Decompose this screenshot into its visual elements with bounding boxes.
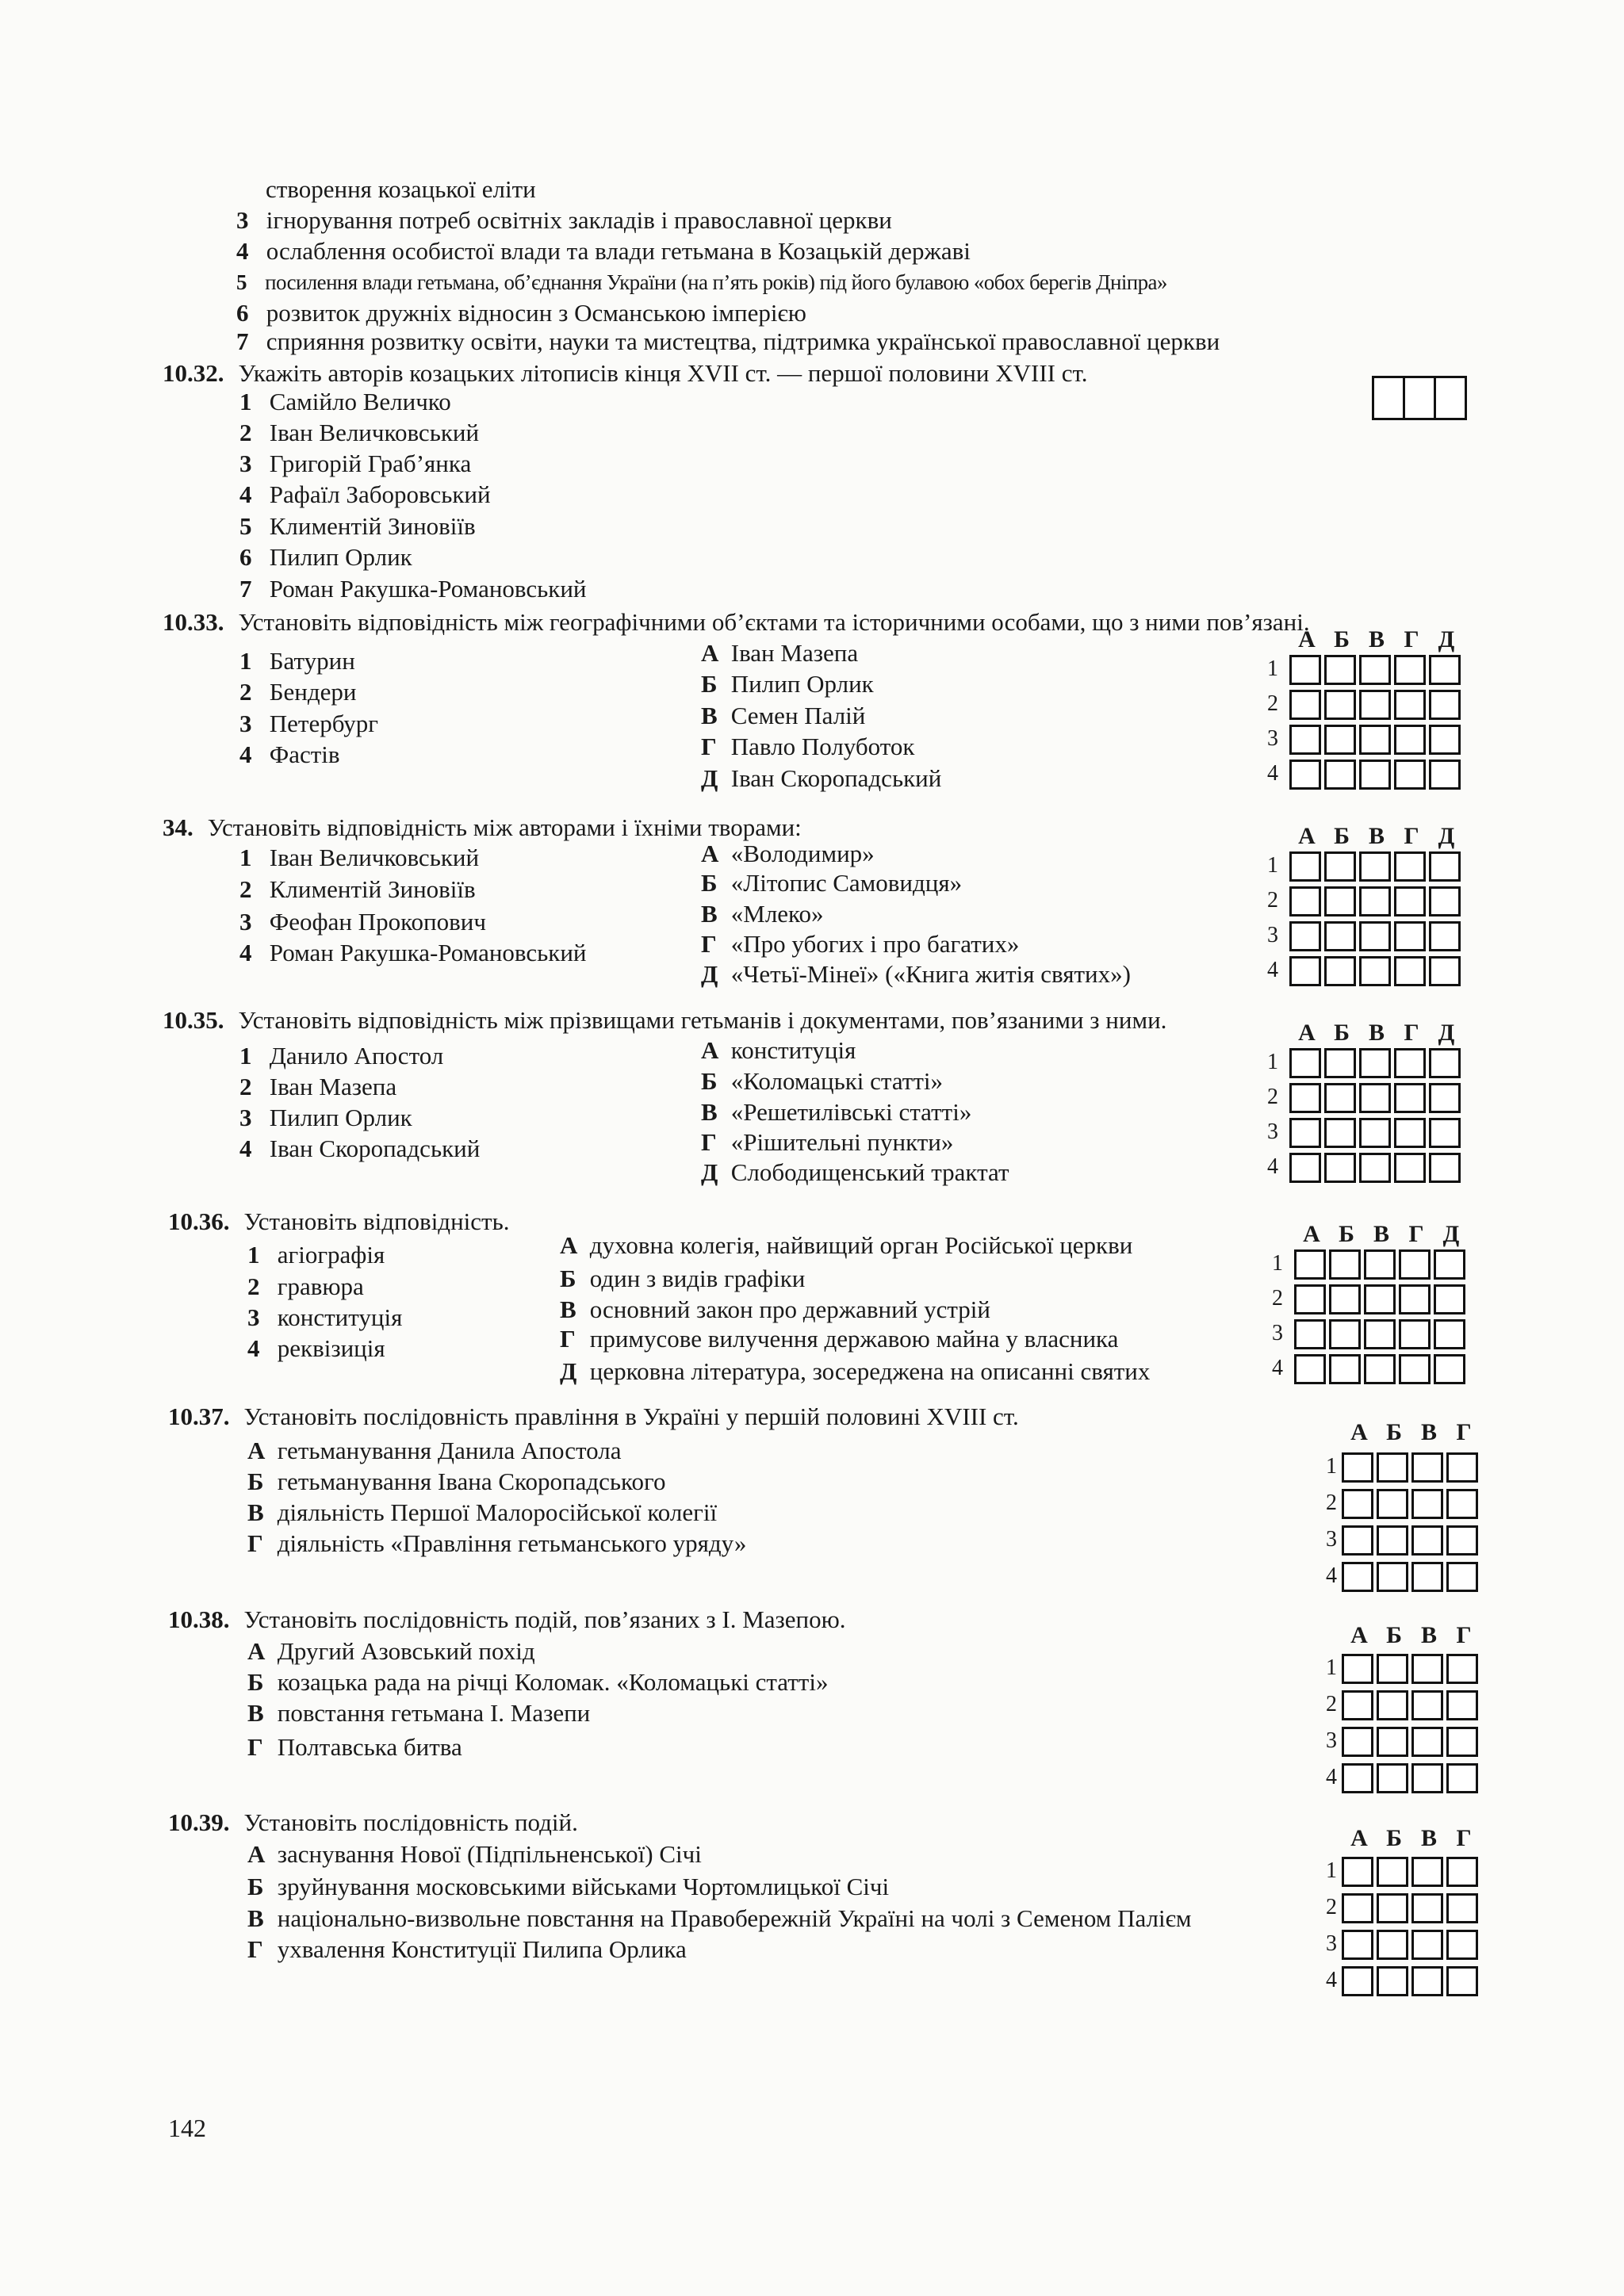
answer-box[interactable] [1377, 1452, 1408, 1483]
q38-item-b: Б козацька рада на річці Коломак. «Коломацькі статті» [247, 1668, 829, 1696]
q36-left-1: 1 агіографія [247, 1241, 385, 1269]
q38-item-a: А Другий Азовський похід [247, 1637, 535, 1665]
answer-box[interactable] [1446, 1690, 1478, 1720]
grid-header: А Б В Г [1350, 1825, 1472, 1851]
answer-box[interactable] [1289, 1083, 1321, 1113]
answer-box[interactable] [1342, 1966, 1373, 1996]
question-10-38-title: 10.38. Установіть послідовність подій, пов’язаних з І. Мазепою. [168, 1605, 846, 1633]
answer-box[interactable] [1342, 1562, 1373, 1592]
q35-left-1: 1 Данило Апостол [239, 1042, 444, 1070]
grid-header: А Б В Г Д [1298, 1020, 1455, 1046]
answer-box[interactable] [1359, 956, 1391, 986]
answer-box[interactable] [1342, 1452, 1373, 1483]
answer-box[interactable] [1359, 921, 1391, 951]
answer-box[interactable] [1429, 760, 1461, 790]
answer-box[interactable] [1377, 1654, 1408, 1684]
answer-box[interactable] [1364, 1284, 1396, 1314]
answer-box[interactable] [1324, 760, 1356, 790]
q33-right-b: Б Пилип Орлик [701, 670, 874, 698]
q34-right-d: Г «Про убогих і про багатих» [701, 930, 1020, 958]
answer-box[interactable] [1324, 956, 1356, 986]
answer-box[interactable] [1394, 655, 1426, 685]
q32-item-1: 1 Самійло Величко [239, 388, 451, 415]
answer-box[interactable] [1324, 1083, 1356, 1113]
answer-box[interactable] [1289, 886, 1321, 916]
answer-box[interactable] [1434, 1354, 1465, 1384]
grid-header: А Б В Г Д [1303, 1221, 1460, 1247]
q34-right-a: А «Володимир» [701, 840, 875, 867]
q33-right-e: Д Іван Скоропадський [701, 764, 942, 792]
answer-box[interactable] [1446, 1452, 1478, 1483]
q33-left-1: 1 Батурин [239, 647, 355, 675]
answer-box[interactable] [1394, 1048, 1426, 1078]
q33-left-2: 2 Бендери [239, 678, 357, 706]
answer-box[interactable] [1359, 1048, 1391, 1078]
q35-right-a: А конституція [701, 1036, 856, 1064]
answer-box[interactable] [1394, 1153, 1426, 1183]
answer-box[interactable] [1359, 1153, 1391, 1183]
answer-box[interactable] [1394, 956, 1426, 986]
answer-box[interactable] [1342, 1857, 1373, 1887]
answer-box[interactable] [1342, 1690, 1373, 1720]
answer-box[interactable] [1289, 760, 1321, 790]
answer-box[interactable] [1434, 1284, 1465, 1314]
question-10-37-title: 10.37. Установіть послідовність правління в Україні у першій половині XVIII ст. [168, 1402, 1019, 1430]
answer-box[interactable] [1411, 1525, 1443, 1556]
answer-box[interactable] [1446, 1727, 1478, 1757]
answer-box[interactable] [1364, 1319, 1396, 1349]
answer-box[interactable] [1411, 1452, 1443, 1483]
answer-box[interactable] [1359, 851, 1391, 882]
answer-box[interactable] [1324, 1153, 1356, 1183]
answer-box[interactable] [1429, 655, 1461, 685]
q34-right-c: В «Млеко» [701, 900, 824, 928]
prev-item-7: 7 сприяння розвитку освіти, науки та мистецтва, підтримка української православної церкви [236, 327, 1220, 355]
answer-box[interactable] [1446, 1562, 1478, 1592]
answer-box[interactable] [1294, 1284, 1326, 1314]
answer-box[interactable] [1411, 1654, 1443, 1684]
q35-left-3: 3 Пилип Орлик [239, 1104, 412, 1131]
q32-item-7: 7 Роман Ракушка-Романовський [239, 575, 587, 603]
answer-box[interactable] [1394, 1118, 1426, 1148]
answer-box[interactable] [1394, 725, 1426, 755]
answer-box[interactable] [1289, 921, 1321, 951]
question-10-35-title: 10.35. Установіть відповідність між прізвищами гетьманів і документами, пов’язаними з ними. [163, 1006, 1167, 1034]
answer-box[interactable] [1434, 376, 1467, 420]
q37-item-d: Г діяльність «Правління гетьманського уряду» [247, 1529, 747, 1557]
answer-box[interactable] [1446, 1966, 1478, 1996]
answer-box[interactable] [1377, 1893, 1408, 1923]
q37-item-b: Б гетьманування Івана Скоропадського [247, 1468, 666, 1495]
answer-box[interactable] [1411, 1690, 1443, 1720]
q33-right-d: Г Павло Полуботок [701, 733, 915, 760]
answer-box[interactable] [1429, 921, 1461, 951]
answer-box[interactable] [1359, 690, 1391, 720]
answer-box[interactable] [1411, 1763, 1443, 1793]
answer-box[interactable] [1429, 851, 1461, 882]
answer-box[interactable] [1377, 1562, 1408, 1592]
q32-item-4: 4 Рафаїл Заборовський [239, 480, 491, 508]
q39-item-a: А заснування Нової (Підпільненської) Січі [247, 1840, 702, 1868]
q34-right-b: Б «Літопис Самовидця» [701, 869, 963, 897]
answer-box[interactable] [1377, 1727, 1408, 1757]
answer-box[interactable] [1359, 760, 1391, 790]
answer-box[interactable] [1289, 690, 1321, 720]
grid-header: А Б В Г [1350, 1622, 1472, 1648]
page-number: 142 [168, 2114, 206, 2142]
q33-left-4: 4 Фастів [239, 740, 340, 768]
answer-box[interactable] [1399, 1319, 1431, 1349]
answer-box[interactable] [1377, 1489, 1408, 1519]
answer-box[interactable] [1342, 1930, 1373, 1960]
answer-box[interactable] [1411, 1727, 1443, 1757]
answer-box[interactable] [1342, 1489, 1373, 1519]
answer-box[interactable] [1377, 1763, 1408, 1793]
answer-box[interactable] [1324, 1118, 1356, 1148]
grid-header: А Б В Г [1350, 1419, 1472, 1445]
answer-box[interactable] [1324, 690, 1356, 720]
answer-box[interactable] [1289, 655, 1321, 685]
answer-box[interactable] [1289, 1048, 1321, 1078]
prev-item-4: 4 ослаблення особистої влади та влади гетьмана в Козацькій державі [236, 237, 971, 265]
q36-right-e: Д церковна література, зосереджена на описанні святих [560, 1357, 1151, 1385]
answer-box[interactable] [1434, 1319, 1465, 1349]
q34-left-4: 4 Роман Ракушка-Романовський [239, 939, 587, 966]
answer-box[interactable] [1329, 1249, 1361, 1280]
q33-left-3: 3 Петербург [239, 710, 379, 737]
answer-box[interactable] [1342, 1654, 1373, 1684]
answer-box[interactable] [1294, 1249, 1326, 1280]
q34-left-2: 2 Климентій Зиновіїв [239, 875, 476, 903]
answer-box[interactable] [1446, 1930, 1478, 1960]
answer-box[interactable] [1359, 1118, 1391, 1148]
q36-left-2: 2 гравюра [247, 1272, 364, 1300]
answer-box[interactable] [1342, 1525, 1373, 1556]
answer-box[interactable] [1411, 1857, 1443, 1887]
prev-item-3: 3 ігнорування потреб освітніх закладів і православної церкви [236, 206, 892, 234]
answer-box[interactable] [1446, 1893, 1478, 1923]
answer-box[interactable] [1377, 1966, 1408, 1996]
answer-box[interactable] [1394, 886, 1426, 916]
q35-left-4: 4 Іван Скоропадський [239, 1135, 481, 1162]
q39-item-d: Г ухвалення Конституції Пилипа Орлика [247, 1935, 687, 1963]
answer-box[interactable] [1364, 1354, 1396, 1384]
answer-box[interactable] [1394, 690, 1426, 720]
q35-left-2: 2 Іван Мазепа [239, 1073, 397, 1100]
q36-left-4: 4 реквізиція [247, 1334, 385, 1362]
prev-item-5: 5 посилення влади гетьмана, об’єднання України (на п’ять років) під його булавою «обох берегів Дніпра» [236, 270, 1167, 294]
q35-right-c: В «Решетилівські статті» [701, 1098, 972, 1126]
answer-box[interactable] [1324, 725, 1356, 755]
answer-box[interactable] [1324, 851, 1356, 882]
question-10-39-title: 10.39. Установіть послідовність подій. [168, 1808, 578, 1836]
answer-box[interactable] [1394, 1083, 1426, 1113]
q35-right-b: Б «Коломацькі статті» [701, 1067, 944, 1095]
answer-box[interactable] [1403, 376, 1436, 420]
answer-box[interactable] [1359, 1083, 1391, 1113]
answer-box[interactable] [1429, 886, 1461, 916]
q39-item-b: Б зруйнування московськими військами Чортомлицької Січі [247, 1873, 890, 1900]
q38-item-c: В повстання гетьмана І. Мазепи [247, 1699, 591, 1727]
q32-item-2: 2 Іван Величковський [239, 419, 480, 446]
q36-right-d: Г примусове вилучення державою майна у власника [560, 1325, 1119, 1353]
answer-box[interactable] [1446, 1525, 1478, 1556]
answer-box[interactable] [1329, 1354, 1361, 1384]
answer-box[interactable] [1377, 1857, 1408, 1887]
answer-box[interactable] [1324, 655, 1356, 685]
answer-box[interactable] [1364, 1249, 1396, 1280]
q33-right-c: В Семен Палій [701, 702, 866, 729]
q33-right-a: А Іван Мазепа [701, 639, 859, 667]
question-34-title: 34. Установіть відповідність між авторами і їхніми творами: [163, 813, 802, 841]
q38-item-d: Г Полтавська битва [247, 1733, 462, 1761]
answer-box[interactable] [1446, 1654, 1478, 1684]
q36-right-c: В основний закон про державний устрій [560, 1295, 990, 1323]
answer-box[interactable] [1324, 886, 1356, 916]
answer-box[interactable] [1429, 725, 1461, 755]
grid-header: А Б В Г Д [1298, 823, 1455, 849]
prev-continuation: створення козацької еліти [266, 175, 536, 203]
answer-box[interactable] [1399, 1249, 1431, 1280]
q35-right-e: Д Слободищенський трактат [701, 1158, 1009, 1186]
answer-box[interactable] [1329, 1284, 1361, 1314]
q37-item-a: А гетьманування Данила Апостола [247, 1437, 622, 1464]
question-10-36-title: 10.36. Установіть відповідність. [168, 1207, 510, 1235]
answer-box[interactable] [1289, 1118, 1321, 1148]
q36-left-3: 3 конституція [247, 1303, 403, 1331]
answer-box[interactable] [1411, 1966, 1443, 1996]
q32-item-3: 3 Григорій Граб’янка [239, 450, 472, 477]
answer-box[interactable] [1399, 1354, 1431, 1384]
answer-box[interactable] [1411, 1893, 1443, 1923]
answer-box[interactable] [1324, 921, 1356, 951]
answer-box[interactable] [1342, 1893, 1373, 1923]
answer-box[interactable] [1429, 956, 1461, 986]
answer-box[interactable] [1289, 1153, 1321, 1183]
answer-box[interactable] [1394, 921, 1426, 951]
q35-right-d: Г «Рішительні пункти» [701, 1128, 954, 1156]
question-10-33-title: 10.33. Установіть відповідність між географічними об’єктами та історичними особами, що з ними пов’язані. [163, 608, 1310, 636]
answer-box[interactable] [1429, 1083, 1461, 1113]
answer-box[interactable] [1429, 690, 1461, 720]
q32-item-5: 5 Климентій Зиновіїв [239, 512, 476, 540]
answer-box[interactable] [1434, 1249, 1465, 1280]
answer-box[interactable] [1411, 1930, 1443, 1960]
answer-box[interactable] [1446, 1857, 1478, 1887]
q36-right-a: А духовна колегія, найвищий орган Російської церкви [560, 1231, 1133, 1259]
q39-item-c: В національно-визвольне повстання на Правобережній Україні на чолі з Семеном Палієм [247, 1904, 1192, 1932]
answer-box[interactable] [1377, 1525, 1408, 1556]
grid-header: А Б В Г Д [1298, 626, 1455, 652]
q32-item-6: 6 Пилип Орлик [239, 543, 412, 571]
answer-box[interactable] [1377, 1930, 1408, 1960]
answer-box[interactable] [1411, 1489, 1443, 1519]
q34-left-3: 3 Феофан Прокопович [239, 908, 486, 936]
answer-box[interactable] [1394, 851, 1426, 882]
answer-box[interactable] [1342, 1727, 1373, 1757]
answer-box[interactable] [1359, 655, 1391, 685]
answer-box[interactable] [1429, 1048, 1461, 1078]
answer-box[interactable] [1359, 725, 1391, 755]
answer-box[interactable] [1399, 1284, 1431, 1314]
question-10-32-title: 10.32. Укажіть авторів козацьких літописів кінця XVII ст. — першої половини XVIII ст. [163, 359, 1088, 387]
answer-box[interactable] [1446, 1763, 1478, 1793]
answer-box[interactable] [1289, 956, 1321, 986]
answer-box[interactable] [1329, 1319, 1361, 1349]
answer-box[interactable] [1394, 760, 1426, 790]
answer-box[interactable] [1294, 1354, 1326, 1384]
answer-box[interactable] [1289, 725, 1321, 755]
answer-box[interactable] [1342, 1763, 1373, 1793]
answer-box[interactable] [1429, 1153, 1461, 1183]
answer-box[interactable] [1429, 1118, 1461, 1148]
answer-box[interactable] [1372, 376, 1405, 420]
answer-box[interactable] [1377, 1690, 1408, 1720]
answer-box[interactable] [1359, 886, 1391, 916]
q34-left-1: 1 Іван Величковський [239, 844, 480, 871]
q34-right-e: Д «Четьї-Мінеї» («Книга житія святих») [701, 960, 1131, 988]
q37-item-c: В діяльність Першої Малоросійської колегії [247, 1498, 718, 1526]
answer-box[interactable] [1411, 1562, 1443, 1592]
answer-box[interactable] [1324, 1048, 1356, 1078]
answer-box[interactable] [1289, 851, 1321, 882]
answer-box[interactable] [1446, 1489, 1478, 1519]
prev-item-6: 6 розвиток дружніх відносин з Османською імперією [236, 299, 806, 327]
q36-right-b: Б один з видів графіки [560, 1265, 806, 1292]
answer-box[interactable] [1294, 1319, 1326, 1349]
